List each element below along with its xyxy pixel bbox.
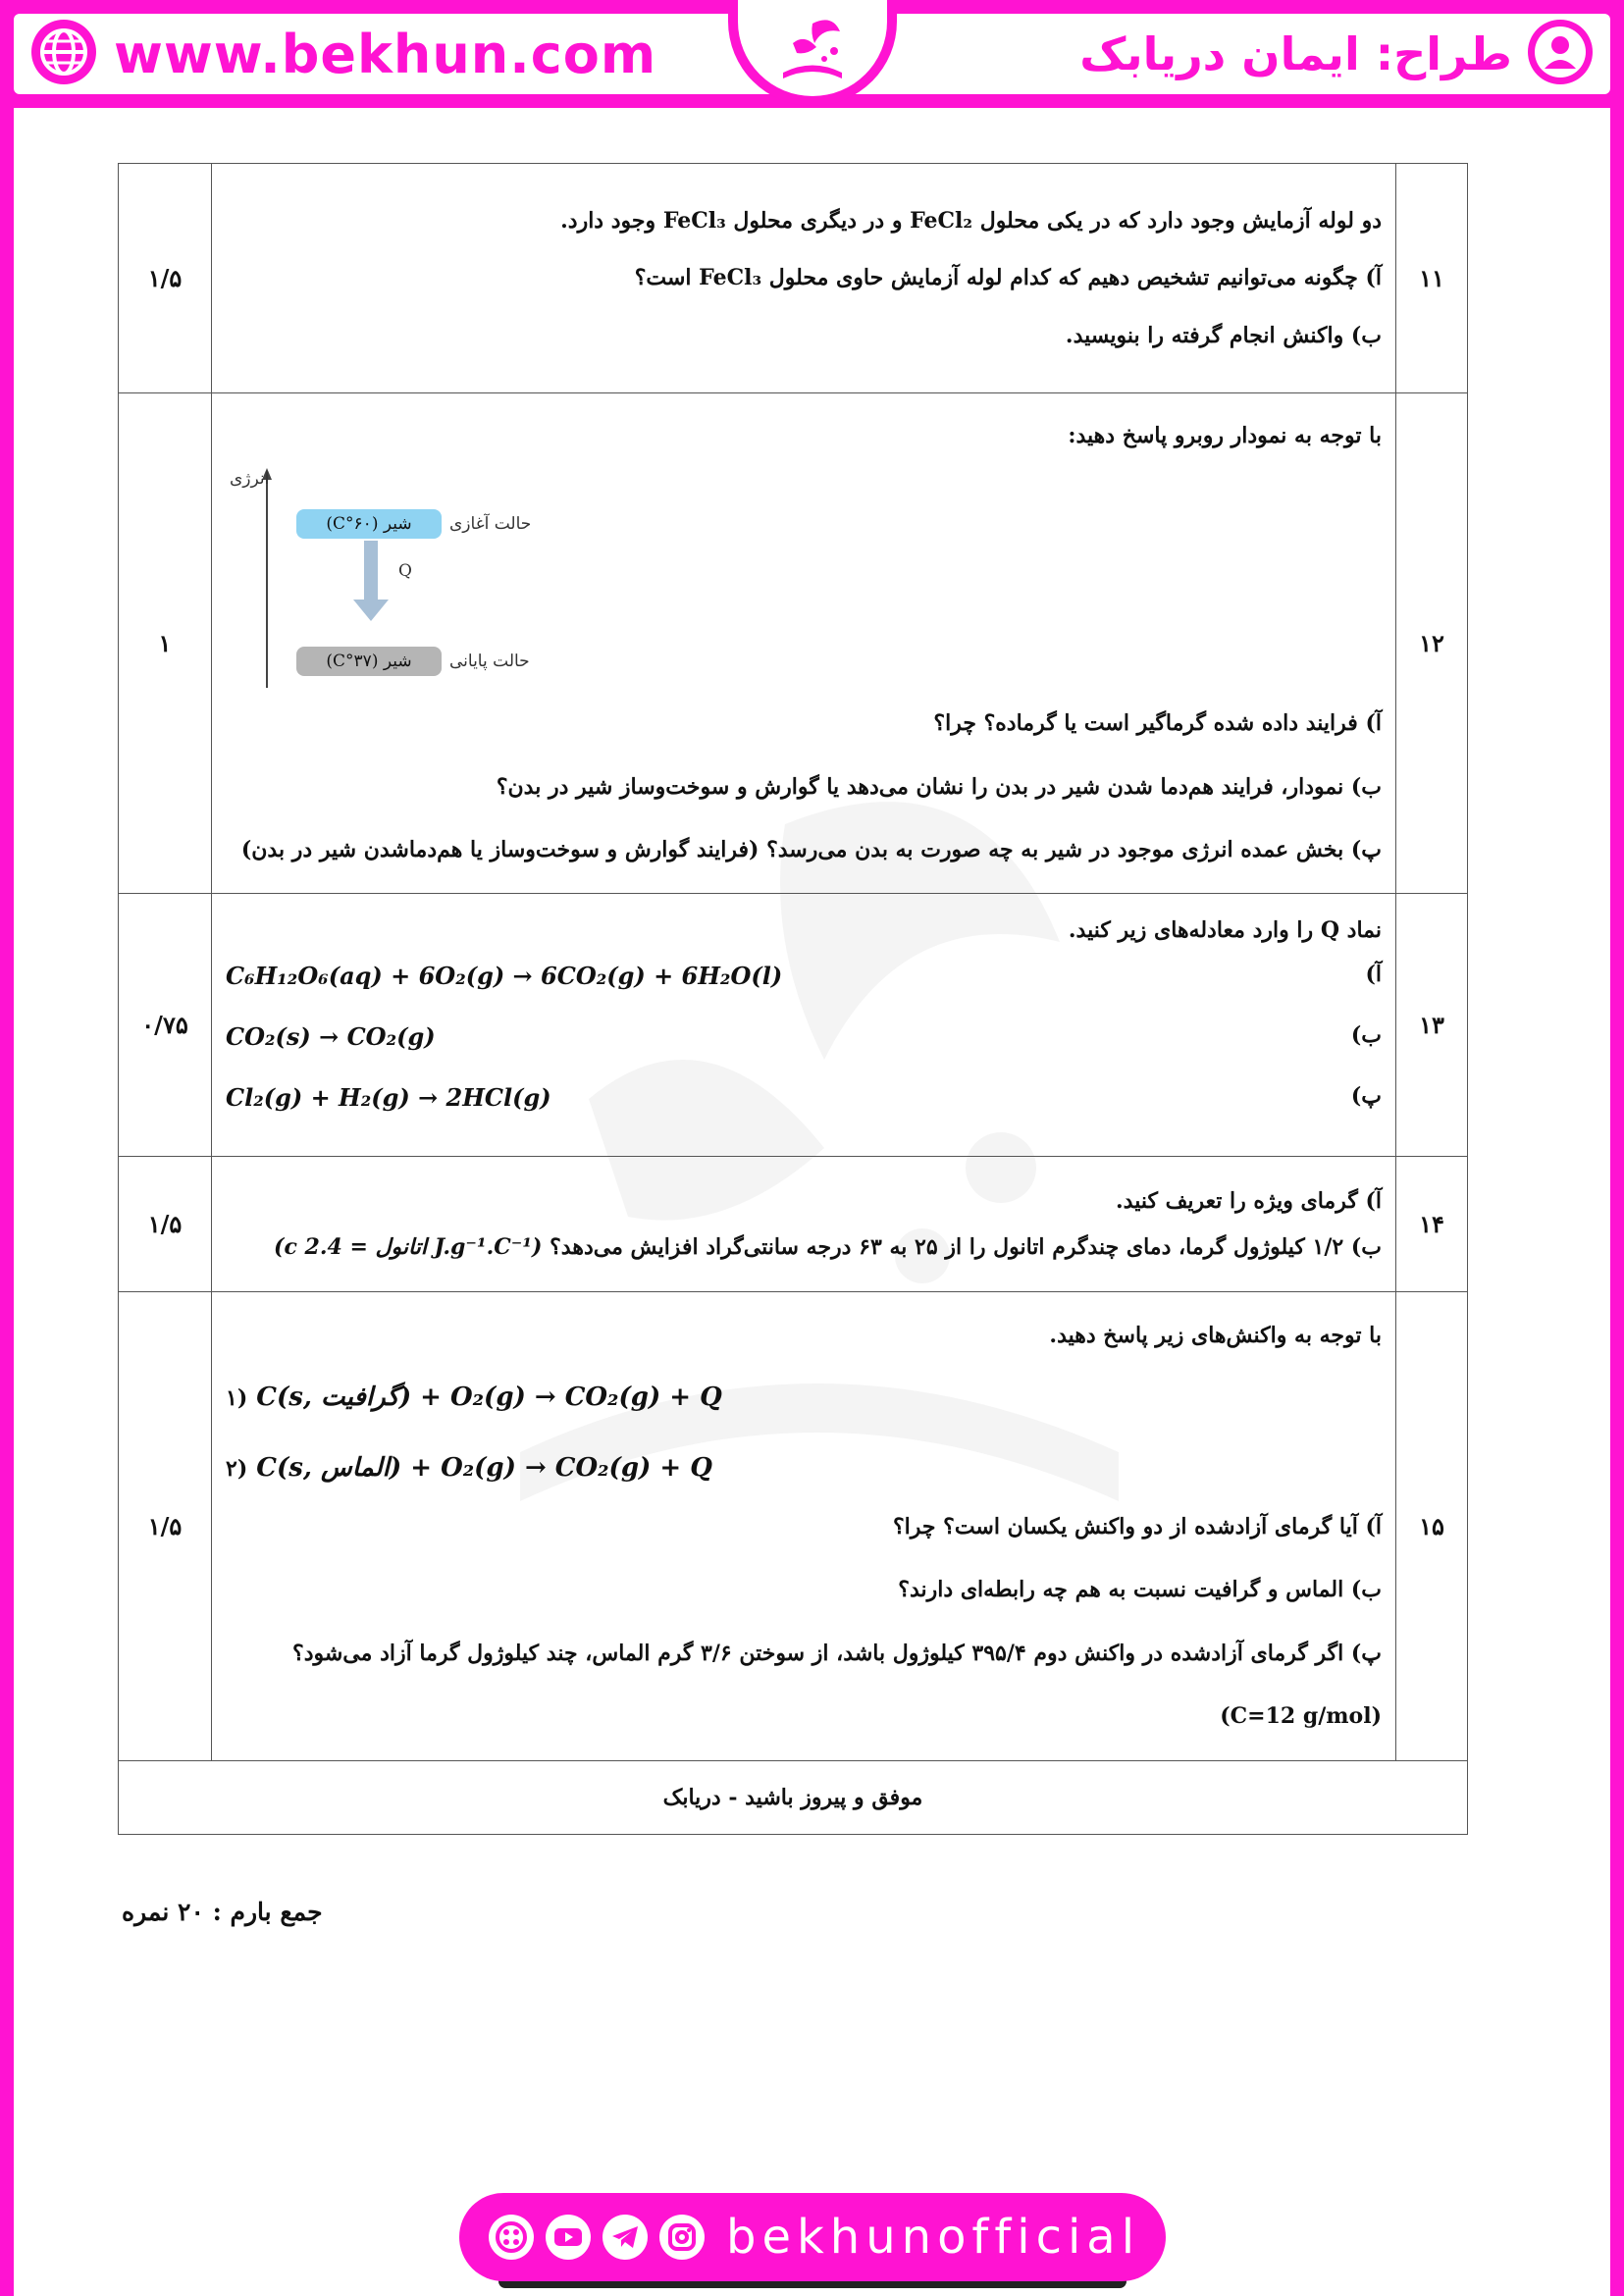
question-part-b: ب) الماس و گرافیت نسبت به هم چه رابطه‌ای دارند؟ bbox=[898, 1577, 1382, 1603]
designer-credit bbox=[1079, 18, 1595, 90]
specific-heat-formula: (c اتانول = 2.4 J.g⁻¹.C⁻¹) bbox=[274, 1233, 543, 1260]
question-number: ۱۵ bbox=[1396, 1292, 1468, 1761]
question-part-b: ب) واکنش انجام گرفته را بنویسید. bbox=[1065, 322, 1382, 348]
question-part-b bbox=[226, 1233, 1382, 1262]
heat-arrow-label: Q bbox=[398, 560, 412, 581]
social-bar[interactable] bbox=[459, 2193, 1166, 2281]
question-part-a: آ) گرمای ویژه را تعریف کنید. bbox=[1115, 1187, 1382, 1214]
youtube-icon[interactable] bbox=[546, 2215, 591, 2260]
question-part-a: آ) فرایند داده شده گرماگیر است یا گرماده؟ چرا؟ bbox=[933, 709, 1382, 736]
question-number: ۱۱ bbox=[1396, 164, 1468, 393]
final-state-pill: شیر (۳۷°C) bbox=[296, 647, 442, 676]
question-score: ۱/۵ bbox=[119, 1292, 212, 1761]
equation-text: C(s, الماس) + O₂(g) → CO₂(g) + Q bbox=[256, 1452, 712, 1483]
equation-label: ۱) bbox=[226, 1384, 248, 1411]
total-score: جمع بارم : ۲۰ نمره bbox=[122, 1898, 323, 1926]
question-part-c: پ) بخش عمده انرژی موجود در شیر به چه صورت به بدن می‌رسد؟ (فرایند گوارش و سوخت‌وساز یا هم‌دماشدن شیر در بدن) bbox=[240, 837, 1382, 863]
social-handle: bekhunofficial bbox=[726, 2210, 1141, 2265]
equation-label: ۲) bbox=[226, 1455, 248, 1482]
instagram-icon[interactable] bbox=[659, 2215, 705, 2260]
final-state-label: حالت پایانی bbox=[449, 651, 530, 671]
equation-label: پ) bbox=[1350, 1082, 1382, 1109]
question-part-c: پ) اگر گرمای آزادشده در واکنش دوم ۳۹۵/۴ کیلوژول باشد، از سوختن ۳/۶ گرم الماس، چند کیلوژول گرما آزاد می‌شود؟ bbox=[292, 1640, 1382, 1666]
logo-book-icon bbox=[754, 4, 871, 92]
logo bbox=[738, 0, 887, 96]
initial-state-pill: شیر (۶۰°C) bbox=[296, 509, 442, 539]
question-row-12 bbox=[119, 393, 1468, 894]
question-body bbox=[212, 894, 1396, 1157]
question-part-a: آ) آیا گرمای آزادشده از دو واکنش یکسان است؟ چرا؟ bbox=[892, 1513, 1382, 1539]
equation-row bbox=[226, 1012, 1382, 1072]
question-body bbox=[212, 1157, 1396, 1292]
equation-row bbox=[226, 1433, 1382, 1503]
question-row-15 bbox=[119, 1292, 1468, 1761]
question-body bbox=[212, 164, 1396, 393]
question-part-a: آ) چگونه می‌توانیم تشخیص دهیم که کدام لوله آزمایش حاوی محلول FeCl₃ است؟ bbox=[634, 265, 1382, 291]
question-number: ۱۴ bbox=[1396, 1157, 1468, 1292]
site-link[interactable] bbox=[29, 18, 656, 90]
molar-mass-note: (C=12 g/mol) bbox=[1220, 1703, 1382, 1730]
designer-name: طراح: ایمان دریابک bbox=[1079, 27, 1512, 80]
question-number: ۱۲ bbox=[1396, 393, 1468, 894]
question-score: ۰/۷۵ bbox=[119, 894, 212, 1157]
globe-icon bbox=[29, 18, 98, 90]
site-url: www.bekhun.com bbox=[114, 23, 657, 85]
aparat-icon[interactable] bbox=[489, 2215, 534, 2260]
equation-label: آ) bbox=[1365, 961, 1382, 987]
equation-label: ب) bbox=[1350, 1021, 1382, 1048]
question-part-b: ب) نمودار، فرایند هم‌دما شدن شیر در بدن را نشان می‌دهد یا گوارش و سوخت‌وساز شیر در بدن؟ bbox=[496, 773, 1382, 800]
equation-row bbox=[226, 951, 1382, 1012]
question-intro: با توجه به نمودار روبرو پاسخ دهید: bbox=[1068, 423, 1382, 449]
equation-row bbox=[226, 1362, 1382, 1433]
question-score: ۱/۵ bbox=[119, 164, 212, 393]
user-icon bbox=[1526, 18, 1595, 90]
question-intro: با توجه به واکنش‌های زیر پاسخ دهید. bbox=[1049, 1323, 1382, 1349]
equation-text: C₆H₁₂O₆(aq) + 6O₂(g) → 6CO₂(g) + 6H₂O(l) bbox=[226, 961, 783, 990]
energy-diagram bbox=[226, 464, 550, 700]
equation-text: C(s, گرافیت) + O₂(g) → CO₂(g) + Q bbox=[256, 1382, 722, 1412]
equation-text: Cl₂(g) + H₂(g) → 2HCl(g) bbox=[226, 1082, 551, 1112]
question-row-11 bbox=[119, 164, 1468, 393]
question-text: دو لوله آزمایش وجود دارد که در یکی محلول FeCl₂ و در دیگری محلول FeCl₃ وجود دارد. bbox=[560, 207, 1382, 234]
telegram-icon[interactable] bbox=[602, 2215, 648, 2260]
closing-row bbox=[119, 1761, 1468, 1835]
equation-row bbox=[226, 1072, 1382, 1133]
exam-table bbox=[118, 163, 1468, 1835]
initial-state-label: حالت آغازی bbox=[449, 513, 532, 534]
question-intro: نماد Q را وارد معادله‌های زیر کنید. bbox=[1068, 917, 1382, 944]
question-row-14 bbox=[119, 1157, 1468, 1292]
question-number: ۱۳ bbox=[1396, 894, 1468, 1157]
equation-text: CO₂(s) → CO₂(g) bbox=[226, 1021, 436, 1051]
question-score: ۱ bbox=[119, 393, 212, 894]
question-body bbox=[212, 1292, 1396, 1761]
energy-axis-label: انرژی bbox=[230, 468, 270, 489]
question-score: ۱/۵ bbox=[119, 1157, 212, 1292]
question-row-13 bbox=[119, 894, 1468, 1157]
question-body bbox=[212, 393, 1396, 894]
question-part-b-text: ب) ۱/۲ کیلوژول گرما، دمای چندگرم اتانول را از ۲۵ به ۶۳ درجه سانتی‌گراد افزایش می‌دهد؟ bbox=[550, 1233, 1382, 1260]
closing-message: موفق و پیروز باشید - دریابک bbox=[119, 1761, 1468, 1835]
